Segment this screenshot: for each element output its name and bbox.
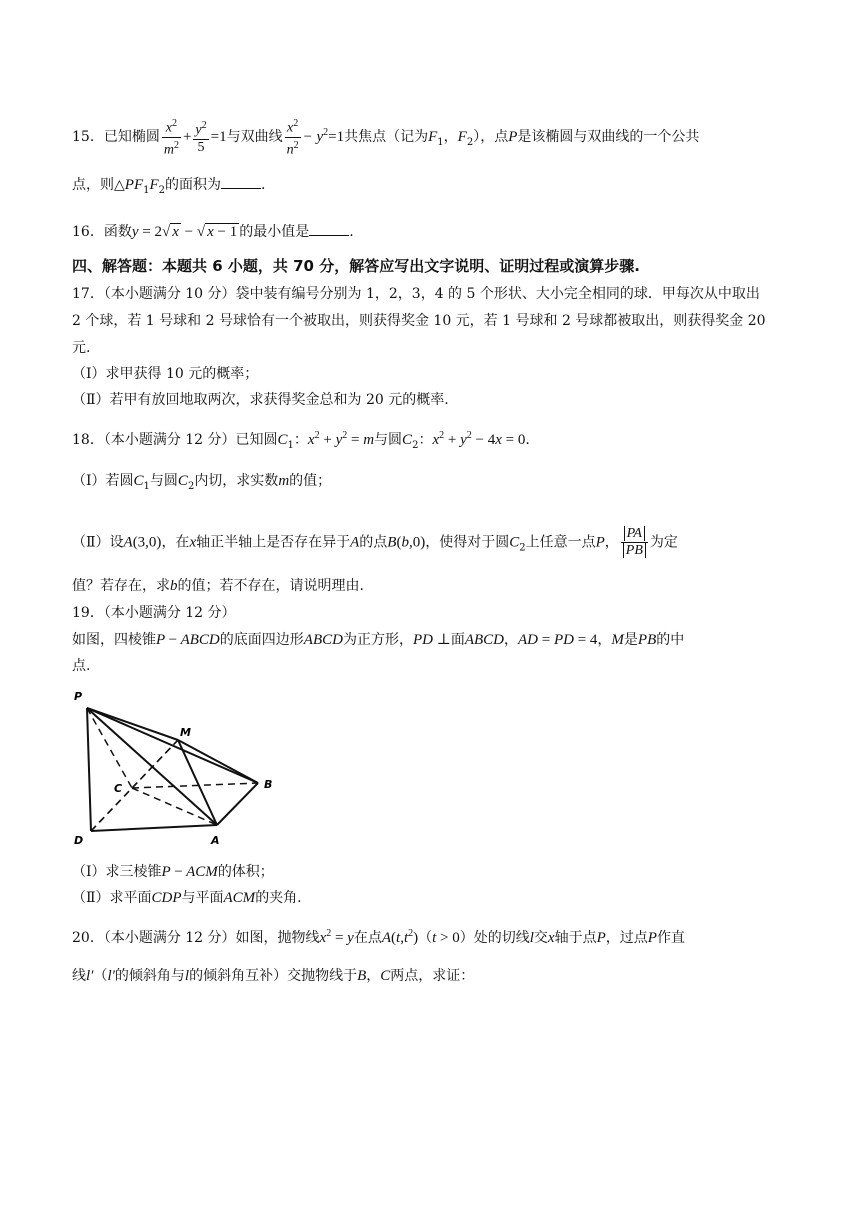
- q20-text-8: 作直: [656, 930, 685, 946]
- q20-text-1: 20．（本小题满分 12 分）如图，抛物线: [72, 930, 320, 946]
- q16-number: 16．: [72, 224, 104, 240]
- q18-p1-text-d: 的值；: [289, 473, 332, 489]
- label-m: M: [180, 726, 191, 739]
- q17-line-1: 17．（本小题满分 10 分）袋中装有编号分别为 1，2，3，4 的 5 个形状、大小完全相同的球．甲每次从中取出: [72, 286, 760, 302]
- q17-part-2: （Ⅱ）若甲有放回地取两次，求获得奖金总和为 20 元的概率.: [72, 392, 449, 408]
- q20-line-1: 20．（本小题满分 12 分）如图，抛物线$x^2 = y$在点$A(t,t^2)(t > 0)$处的切线l交x轴于点P，过点P作直: [72, 928, 685, 946]
- q18-text-4: ：: [418, 432, 433, 448]
- q20-l2-text-c: 的倾斜角与: [114, 968, 185, 984]
- q15-number: 15．: [72, 129, 104, 146]
- q20-point-a: $A(t,t^2)$: [381, 928, 419, 946]
- q19-text-e: ，: [503, 632, 518, 648]
- q20-text-6: 轴于点: [554, 930, 597, 946]
- label-a: A: [211, 834, 220, 847]
- q19-p2-text-b: 与平面: [181, 890, 224, 906]
- label-c: C: [114, 782, 123, 795]
- q20-l2-text-d: 的倾斜角互补）交抛物线于: [189, 968, 358, 984]
- q19-heading: 19．（本小题满分 12 分）: [72, 605, 236, 621]
- q15-f1: F: [428, 129, 438, 146]
- label-d: D: [74, 834, 84, 847]
- q18-p2-text-e: ，使得对于圆: [425, 534, 510, 551]
- q20-l2-text-a: 线: [72, 968, 86, 984]
- q18-p2-text-b: ，在: [161, 534, 190, 551]
- q18-p2-text-g: ，: [604, 534, 619, 551]
- q19-part-2: （Ⅱ）求平面CDP与平面ACM的夹角.: [72, 890, 302, 906]
- q16-formula: y = 2√ x − √ x − 1: [131, 224, 238, 240]
- q16-text-3: .: [349, 224, 354, 240]
- q18-text-3: 与圆: [374, 432, 403, 448]
- q15-text-3: 共焦点（记为: [344, 129, 429, 146]
- q18-p1-text-c: 内切，求实数: [194, 473, 279, 489]
- label-b: B: [264, 778, 273, 791]
- q18-p1-text-b: 与圆: [149, 473, 178, 489]
- q15-line2-text-b: 的面积为: [165, 177, 222, 193]
- q18-text-1: 18．（本小题满分 12 分）已知圆: [72, 432, 278, 448]
- figure-solid-edges: [87, 708, 258, 831]
- q17-line-3: 元.: [72, 340, 91, 356]
- q19-text-f: ，: [597, 632, 612, 648]
- label-p: P: [74, 690, 83, 703]
- q15-frac-x2-n2: $\frac{x^2}{n^2}$: [286, 118, 299, 158]
- q18-ratio-pa-pb: $\frac{PA}{PB}$: [621, 526, 648, 559]
- q20-text-2: 在点: [353, 930, 382, 946]
- q15-triangle: PF: [124, 177, 144, 193]
- q19-text-g: 是: [623, 632, 638, 648]
- q19-p2-text-c: 的夹角.: [255, 890, 302, 906]
- q19-p1-text-a: （Ⅰ）求三棱锥: [72, 864, 162, 880]
- q19-part-1: （Ⅰ）求三棱锥P − ACM的体积；: [72, 864, 274, 880]
- q15-text-5: 是该椭圆与双曲线的一个公共: [517, 129, 700, 146]
- pyramid-figure: [70, 688, 290, 848]
- q16-text-1: 函数: [103, 224, 132, 240]
- q19-text-a: 如图，四棱锥: [72, 632, 156, 648]
- q19-text-d: 面: [450, 632, 465, 648]
- q20-line-2: 线l′（l′的倾斜角与l的倾斜角互补）交抛物线于B，C两点，求证：: [72, 968, 475, 984]
- q20-l2-text-f: 两点，求证：: [390, 968, 475, 984]
- q18-p2-line2-text-b: 的值；若不存在，请说明理由.: [177, 578, 364, 594]
- q17-part-1: （Ⅰ）求甲获得 10 元的概率；: [72, 366, 259, 382]
- q17-line-2: 2 个球，若 1 号球和 2 号球恰有一个被取出，则获得奖金 10 元，若 1 号球和 2 号球都被取出，则获得奖金 20: [72, 313, 766, 329]
- q15-point-p: P: [508, 129, 518, 146]
- q18-text-2: ：: [293, 432, 308, 448]
- q20-l2-text-e: ，: [366, 968, 381, 984]
- q19-line-2: 点.: [72, 658, 91, 674]
- q15-line2-text-a: 点，则△: [72, 177, 125, 193]
- q19-text-c: 为正方形，: [342, 632, 413, 648]
- q18-circle-2-eq: $x^2 + y^2 - 4x = 0$: [432, 430, 526, 448]
- q18-line-1: 18．（本小题满分 12 分）已知圆$C_1$：$x^2 + y^2 = m$与圆$C_2$：$x^2 + y^2 - 4x = 0$.: [72, 430, 530, 451]
- q20-text-4: ）处的切线: [459, 930, 530, 946]
- q15-line-2: 点，则$\triangle PF_1F_2$的面积为 .: [72, 174, 265, 201]
- q18-p2-text-a: （Ⅱ）设: [72, 534, 124, 551]
- q18-circle-1-eq: $x^2 + y^2 = m$: [307, 430, 375, 448]
- q18-point-a: A(3,0): [123, 534, 162, 551]
- answer-blank: [221, 174, 261, 189]
- q15-eq-1: =1: [210, 129, 227, 146]
- section-4-heading: 四、解答题：本题共 6 小题，共 70 分，解答应写出文字说明、证明过程或演算步骤.: [72, 257, 640, 275]
- q18-part-1: （Ⅰ）若圆$C_1$与圆$C_2$内切，求实数m的值；: [72, 473, 332, 492]
- q15-eq-2: =1: [328, 129, 345, 146]
- q18-p2-text-d: 的点: [359, 534, 388, 551]
- q20-text-7: ，过点: [605, 930, 648, 946]
- q20-text-5: 交: [533, 930, 548, 946]
- q20-l2-text-b: （: [93, 968, 108, 984]
- q15-line-1: 15．已知椭圆 $\frac{x^2}{m^2}$ + $\frac{y^2}{5}$ =1与双曲线 $\frac{x^2}{n^2}$ − $y^2=1$共焦点（记为$F_1$，$F_2$），点P是该椭圆与双曲线的一个公共: [72, 118, 700, 158]
- q15-text-4: ），点: [473, 129, 509, 146]
- q18-p2-line2-text-a: 值？若存在，求: [72, 578, 170, 594]
- q16-line: [72, 221, 354, 242]
- q18-part-2-line-2: 值？若存在，求b的值；若不存在，请说明理由.: [72, 578, 364, 594]
- q15-frac-y2-5: $\frac{y^2}{5}$: [195, 120, 207, 155]
- q18-p2-text-h: 为定: [649, 534, 678, 551]
- q18-part-2: （Ⅱ）设A(3,0)，在x轴正半轴上是否存在异于A的点B(b,0)，使得对于圆$C_2$上任意一点P， $\frac{PA}{PB}$ 为定: [72, 526, 678, 558]
- q19-text-b: 的底面四边形: [219, 632, 304, 648]
- q15-frac-x2-m2: $\frac{x^2}{m^2}$: [163, 118, 179, 158]
- q15-line2-text-c: .: [261, 177, 266, 193]
- q19-line-1: 如图，四棱锥P − ABCD的底面四边形ABCD为正方形，PD ⊥面ABCD，AD = PD = 4，M是PB的中: [72, 632, 685, 648]
- q19-text-h: 的中: [656, 632, 685, 648]
- q18-p2-text-c: 轴正半轴上是否存在异于: [196, 534, 351, 551]
- q15-text-1: 已知椭圆: [103, 129, 160, 146]
- q18-text-5: .: [525, 432, 530, 448]
- q20-text-3: （: [418, 930, 433, 946]
- q18-p1-text-a: （Ⅰ）若圆: [72, 473, 134, 489]
- answer-blank: [309, 221, 349, 236]
- q18-p2-text-f: 上任意一点: [525, 534, 596, 551]
- q19-p1-text-b: 的体积；: [217, 864, 274, 880]
- q18-point-b: B(b,0): [387, 534, 426, 551]
- q16-text-2: 的最小值是: [239, 224, 310, 240]
- q19-p2-text-a: （Ⅱ）求平面: [72, 890, 152, 906]
- q15-text-2: 与双曲线: [226, 129, 283, 146]
